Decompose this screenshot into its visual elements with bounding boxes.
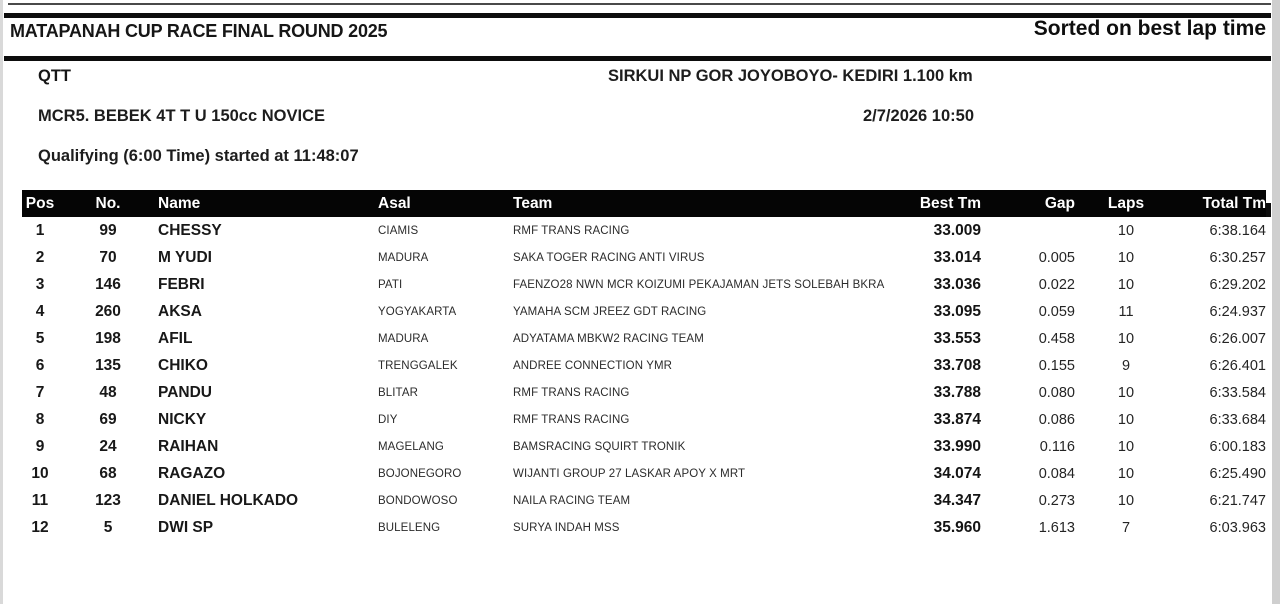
cell-no: 5	[103, 518, 113, 536]
cell-team: SAKA TOGER RACING ANTI VIRUS	[513, 251, 705, 264]
session-code: QTT	[38, 67, 71, 85]
cell-no: 260	[95, 302, 121, 320]
cell-pos: 1	[35, 221, 45, 239]
cell-name: RAIHAN	[158, 437, 219, 455]
cell-asal: MADURA	[378, 251, 429, 264]
cell-best-tm: 33.874	[933, 410, 981, 428]
cell-asal: YOGYAKARTA	[378, 305, 457, 318]
cell-pos: 7	[35, 383, 45, 401]
cell-gap: 0.273	[1038, 492, 1075, 509]
cell-laps: 10	[1117, 249, 1135, 266]
cell-total-tm: 6:26.007	[1209, 330, 1266, 347]
header-bar-shadow	[1266, 203, 1271, 217]
cell-team: SURYA INDAH MSS	[513, 521, 620, 534]
cell-no: 198	[95, 329, 121, 347]
cell-no: 146	[95, 275, 121, 293]
table-row	[22, 352, 1266, 379]
cell-asal: DIY	[378, 413, 398, 426]
column-header-pos: Pos	[25, 194, 55, 212]
cell-best-tm: 35.960	[933, 518, 981, 536]
cell-pos: 3	[35, 275, 45, 293]
table-row	[22, 298, 1266, 325]
cell-gap: 0.080	[1038, 384, 1075, 401]
column-header-total-tm: Total Tm	[1202, 194, 1266, 212]
page-title: MATAPANAH CUP RACE FINAL ROUND 2025	[10, 21, 388, 41]
cell-laps: 10	[1117, 384, 1135, 401]
cell-laps: 9	[1121, 357, 1131, 374]
cell-laps: 10	[1117, 438, 1135, 455]
cell-gap: 0.086	[1038, 411, 1075, 428]
cell-total-tm: 6:24.937	[1209, 303, 1266, 320]
cell-asal: TRENGGALEK	[378, 359, 458, 372]
cell-name: AFIL	[158, 329, 193, 347]
column-header-gap: Gap	[1044, 194, 1075, 212]
cell-total-tm: 6:21.747	[1209, 492, 1266, 509]
cell-gap: 0.084	[1038, 465, 1075, 482]
cell-asal: CIAMIS	[378, 224, 419, 237]
cell-best-tm: 33.788	[933, 383, 981, 401]
table-row	[22, 244, 1266, 271]
cell-no: 135	[95, 356, 121, 374]
cell-total-tm: 6:00.183	[1209, 438, 1266, 455]
cell-name: CHIKO	[158, 356, 208, 374]
cell-gap: 0.022	[1038, 276, 1075, 293]
table-row	[22, 433, 1266, 460]
cell-team: ANDREE CONNECTION YMR	[513, 359, 673, 372]
top-thin-rule	[8, 3, 1271, 5]
cell-asal: BLITAR	[378, 386, 419, 399]
event-datetime: 2/7/2026 10:50	[863, 107, 975, 125]
cell-team: ADYATAMA MBKW2 RACING TEAM	[513, 332, 704, 345]
cell-laps: 7	[1121, 519, 1131, 536]
race-class-name: MCR5. BEBEK 4T T U 150cc NOVICE	[38, 107, 325, 125]
scan-edge-right	[1272, 0, 1280, 604]
cell-team: YAMAHA SCM JREEZ GDT RACING	[513, 305, 707, 318]
cell-no: 69	[99, 410, 117, 428]
cell-total-tm: 6:26.401	[1209, 357, 1266, 374]
table-row	[22, 487, 1266, 514]
cell-no: 70	[99, 248, 117, 266]
cell-team: BAMSRACING SQUIRT TRONIK	[513, 440, 686, 453]
cell-pos: 9	[35, 437, 45, 455]
cell-pos: 6	[35, 356, 45, 374]
cell-name: FEBRI	[158, 275, 205, 293]
column-header-team: Team	[513, 194, 553, 212]
column-header-name: Name	[158, 194, 201, 212]
cell-gap: 0.116	[1039, 438, 1075, 455]
cell-gap: 0.005	[1038, 249, 1075, 266]
cell-name: M YUDI	[158, 248, 212, 266]
circuit-name: SIRKUI NP GOR JOYOBOYO- KEDIRI 1.100 km	[608, 67, 973, 85]
cell-laps: 10	[1117, 465, 1135, 482]
cell-no: 99	[99, 221, 117, 239]
cell-name: AKSA	[158, 302, 202, 320]
cell-name: RAGAZO	[158, 464, 226, 482]
cell-laps: 10	[1117, 492, 1135, 509]
table-header-row	[22, 190, 1266, 217]
table-row	[22, 406, 1266, 433]
cell-pos: 10	[31, 464, 49, 482]
cell-no: 48	[99, 383, 117, 401]
column-header-asal: Asal	[378, 194, 411, 212]
cell-asal: BULELENG	[378, 521, 441, 534]
cell-no: 68	[99, 464, 117, 482]
column-header-laps: Laps	[1107, 194, 1145, 212]
cell-pos: 5	[35, 329, 45, 347]
cell-best-tm: 33.036	[933, 275, 981, 293]
cell-name: CHESSY	[158, 221, 222, 239]
cell-best-tm: 33.990	[933, 437, 981, 455]
table-row	[22, 379, 1266, 406]
column-header-best-tm: Best Tm	[919, 194, 981, 212]
cell-gap	[981, 217, 1075, 244]
column-header-no: No.	[95, 194, 121, 212]
cell-laps: 10	[1117, 222, 1135, 239]
cell-total-tm: 6:03.963	[1209, 519, 1266, 536]
cell-asal: MAGELANG	[378, 440, 444, 453]
cell-laps: 10	[1117, 276, 1135, 293]
table-row	[22, 271, 1266, 298]
scan-edge-left	[0, 0, 3, 604]
cell-asal: PATI	[378, 278, 403, 291]
cell-name: DANIEL HOLKADO	[158, 491, 299, 509]
sort-order-label: Sorted on best lap time	[1033, 17, 1266, 40]
table-row	[22, 514, 1266, 541]
cell-best-tm: 33.553	[933, 329, 981, 347]
cell-team: WIJANTI GROUP 27 LASKAR APOY X MRT	[513, 467, 746, 480]
results-body	[22, 217, 1266, 541]
cell-team: RMF TRANS RACING	[513, 224, 630, 237]
cell-no: 24	[99, 437, 117, 455]
cell-name: DWI SP	[158, 518, 214, 536]
table-row	[22, 217, 1266, 244]
table-row	[22, 460, 1266, 487]
session-start-info: Qualifying (6:00 Time) started at 11:48:07	[38, 147, 359, 165]
cell-total-tm: 6:30.257	[1209, 249, 1266, 266]
cell-total-tm: 6:29.202	[1209, 276, 1266, 293]
cell-total-tm: 6:38.164	[1209, 222, 1266, 239]
cell-no: 123	[95, 491, 121, 509]
cell-gap: 0.155	[1038, 357, 1075, 374]
cell-asal: BONDOWOSO	[378, 494, 458, 507]
title-bottom-rule	[4, 56, 1271, 61]
cell-team: FAENZO28 NWN MCR KOIZUMI PEKAJAMAN JETS SOLEBAH BKRA	[513, 278, 885, 291]
cell-pos: 8	[35, 410, 45, 428]
cell-total-tm: 6:33.684	[1209, 411, 1266, 428]
results-table	[22, 190, 1266, 541]
cell-best-tm: 33.014	[933, 248, 981, 266]
cell-laps: 10	[1117, 411, 1135, 428]
cell-pos: 11	[31, 491, 49, 509]
cell-best-tm: 33.095	[933, 302, 981, 320]
cell-name: PANDU	[158, 383, 212, 401]
cell-gap: 0.458	[1038, 330, 1075, 347]
cell-gap: 1.613	[1038, 519, 1075, 536]
cell-pos: 2	[35, 248, 45, 266]
cell-best-tm: 33.708	[933, 356, 981, 374]
cell-team: NAILA RACING TEAM	[513, 494, 631, 507]
cell-gap: 0.059	[1038, 303, 1075, 320]
cell-best-tm: 33.009	[933, 221, 981, 239]
cell-total-tm: 6:25.490	[1209, 465, 1266, 482]
cell-pos: 4	[35, 302, 45, 320]
cell-total-tm: 6:33.584	[1209, 384, 1266, 401]
cell-name: NICKY	[158, 410, 207, 428]
cell-best-tm: 34.347	[933, 491, 981, 509]
table-row	[22, 325, 1266, 352]
cell-asal: BOJONEGORO	[378, 467, 462, 480]
cell-team: RMF TRANS RACING	[513, 386, 630, 399]
cell-team: RMF TRANS RACING	[513, 413, 630, 426]
cell-pos: 12	[31, 518, 49, 536]
cell-asal: MADURA	[378, 332, 429, 345]
cell-laps: 11	[1118, 303, 1134, 320]
cell-best-tm: 34.074	[933, 464, 981, 482]
cell-laps: 10	[1117, 330, 1135, 347]
